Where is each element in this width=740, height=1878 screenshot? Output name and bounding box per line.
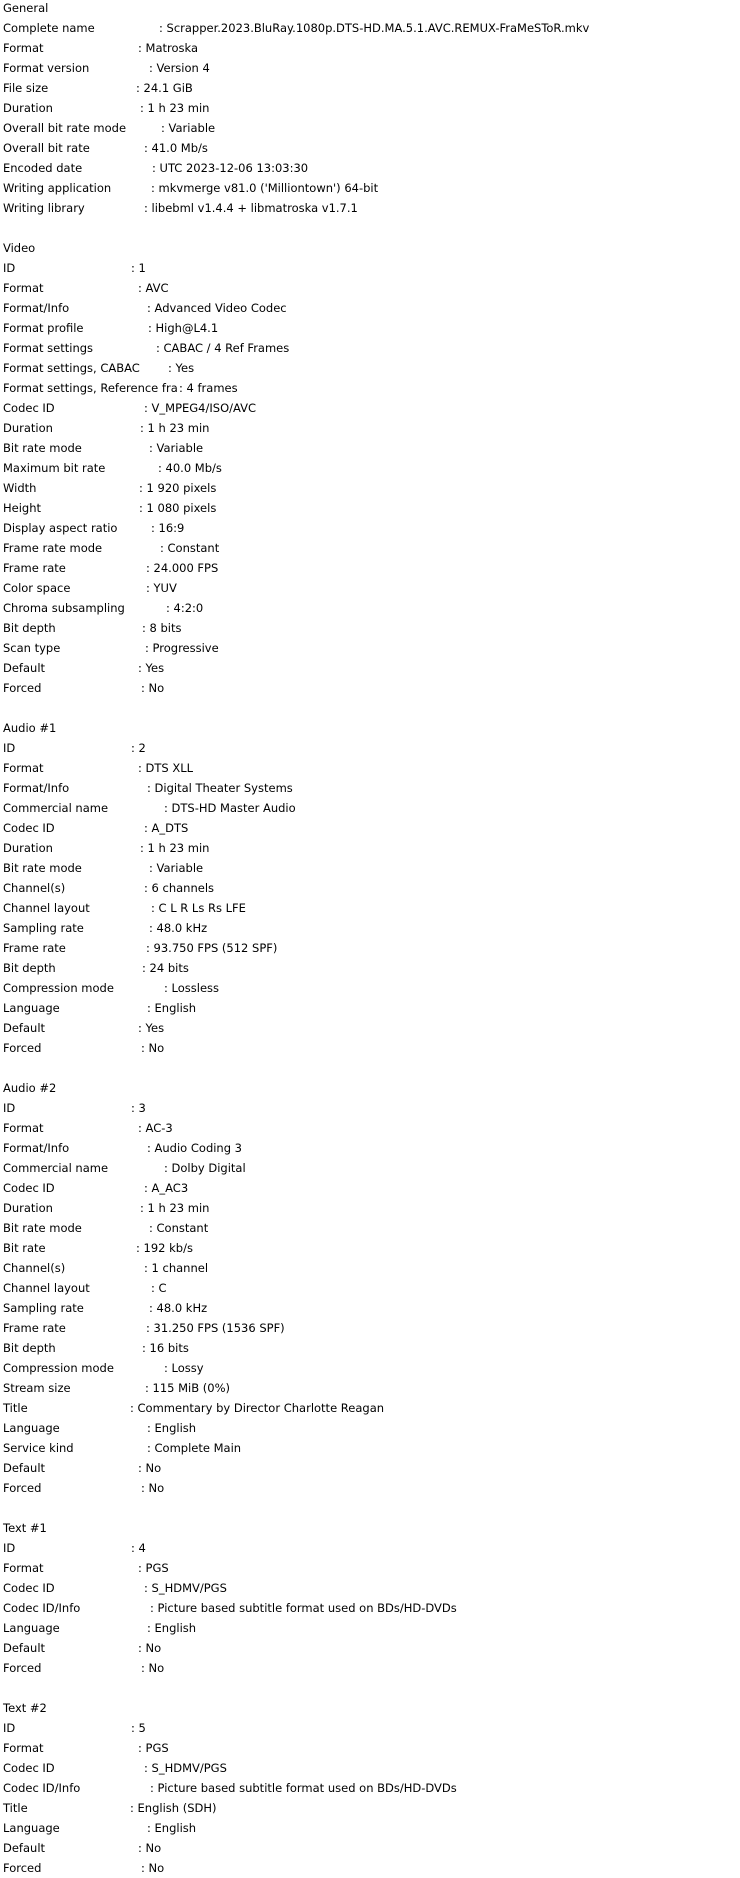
info-label: Overall bit rate mode: [3, 121, 127, 135]
info-value: : S_HDMV/PGS: [144, 1581, 227, 1595]
info-row-format: [3, 1558, 738, 1578]
info-row-format: [3, 758, 738, 778]
info-row-bit-depth: [3, 958, 738, 978]
info-row-codec-id: [3, 1178, 738, 1198]
info-value: : 5: [131, 1721, 146, 1735]
info-label: Default: [3, 1461, 46, 1475]
info-row-sampling-rate: [3, 918, 738, 938]
info-row-codec-id-info: [3, 1778, 738, 1798]
info-label: ID: [3, 1721, 16, 1735]
info-row-frame-rate: [3, 1318, 738, 1338]
info-value: : 3: [131, 1101, 146, 1115]
info-value: : 1 920 pixels: [139, 481, 217, 495]
info-row-overall-bit-rate: [3, 138, 738, 158]
info-row-id: [3, 738, 738, 758]
info-row-duration: [3, 838, 738, 858]
info-value: : English: [147, 1421, 197, 1435]
info-value: : Matroska: [138, 41, 199, 55]
info-label: Color space: [3, 581, 71, 595]
info-label: Duration: [3, 421, 53, 435]
info-row-format-settings: [3, 338, 738, 358]
info-label: Overall bit rate: [3, 141, 90, 155]
info-row-frame-rate-mode: [3, 538, 738, 558]
info-label: Sampling rate: [3, 921, 84, 935]
info-row-forced: [3, 1038, 738, 1058]
info-value: : CABAC / 4 Ref Frames: [156, 341, 290, 355]
info-row-forced: [3, 1478, 738, 1498]
info-value: : Variable: [161, 121, 216, 135]
info-row-bit-rate: [3, 1238, 738, 1258]
info-label: Codec ID: [3, 821, 55, 835]
info-value: : 4:2:0: [166, 601, 204, 615]
info-value: : Digital Theater Systems: [147, 781, 293, 795]
info-value: : 4: [131, 1541, 146, 1555]
info-row-color-space: [3, 578, 738, 598]
info-label: Scan type: [3, 641, 61, 655]
info-label: Format settings: [3, 341, 94, 355]
info-value: : English: [147, 1001, 197, 1015]
info-value: : No: [141, 681, 165, 695]
info-value: : 31.250 FPS (1536 SPF): [146, 1321, 285, 1335]
info-label: Format: [3, 761, 44, 775]
info-value: : 6 channels: [144, 881, 214, 895]
info-row-format-settings-cabac: [3, 358, 738, 378]
info-row-duration: [3, 418, 738, 438]
info-label: Bit depth: [3, 1341, 56, 1355]
info-label: Forced: [3, 1481, 42, 1495]
info-label: Frame rate: [3, 561, 66, 575]
info-label: File size: [3, 81, 49, 95]
section-title-audio-1: Audio #1: [3, 721, 57, 735]
info-value: : A_AC3: [144, 1181, 189, 1195]
info-row-maximum-bit-rate: [3, 458, 738, 478]
info-row-format: [3, 38, 738, 58]
info-value: : Yes: [168, 361, 195, 375]
info-value: : Variable: [149, 441, 204, 455]
info-value: : DTS XLL: [138, 761, 194, 775]
info-row-writing-application: [3, 178, 738, 198]
info-label: Bit rate mode: [3, 1221, 82, 1235]
info-value: : High@L4.1: [148, 321, 219, 335]
info-row-codec-id: [3, 1578, 738, 1598]
info-value: : Picture based subtitle format used on BDs/HD-DVDs: [150, 1781, 457, 1795]
info-value: : No: [141, 1661, 165, 1675]
info-label: Format/Info: [3, 781, 70, 795]
info-label: Format: [3, 1121, 44, 1135]
mediainfo-document: [3, 0, 738, 1878]
info-row-format-info: [3, 778, 738, 798]
info-value: : 41.0 Mb/s: [144, 141, 208, 155]
info-value: : 1 channel: [144, 1261, 209, 1275]
info-label: Commercial name: [3, 801, 109, 815]
info-value: : No: [138, 1641, 162, 1655]
info-value: : English (SDH): [130, 1801, 217, 1815]
info-row-display-aspect-ratio: [3, 518, 738, 538]
info-value: : mkvmerge v81.0 ('Milliontown') 64-bit: [151, 181, 379, 195]
info-row-title: [3, 1398, 738, 1418]
info-row-complete-name: [3, 18, 738, 38]
info-row-language: [3, 1418, 738, 1438]
info-value: : 48.0 kHz: [149, 921, 208, 935]
info-label: Service kind: [3, 1441, 74, 1455]
info-row-title: [3, 1798, 738, 1818]
info-label: Chroma subsampling: [3, 601, 125, 615]
info-value: : Version 4: [149, 61, 210, 75]
info-row-default: [3, 1018, 738, 1038]
info-label: Codec ID: [3, 1181, 55, 1195]
info-row-bit-rate-mode: [3, 1218, 738, 1238]
info-value: : English: [147, 1821, 197, 1835]
info-value: : No: [141, 1041, 165, 1055]
info-label: Complete name: [3, 21, 95, 35]
info-row-format: [3, 278, 738, 298]
info-label: Commercial name: [3, 1161, 109, 1175]
info-label: Stream size: [3, 1381, 71, 1395]
info-value: : No: [138, 1841, 162, 1855]
info-label: ID: [3, 261, 16, 275]
info-value: : 16 bits: [142, 1341, 189, 1355]
info-row-duration: [3, 98, 738, 118]
info-value: : 1 h 23 min: [140, 1201, 210, 1215]
info-label: Format: [3, 1741, 44, 1755]
info-row-channel-layout: [3, 898, 738, 918]
info-row-forced: [3, 678, 738, 698]
info-value: : Picture based subtitle format used on BDs/HD-DVDs: [150, 1601, 457, 1615]
info-value: : 115 MiB (0%): [145, 1381, 231, 1395]
info-label: Sampling rate: [3, 1301, 84, 1315]
info-row-bit-rate-mode: [3, 858, 738, 878]
info-label: Default: [3, 1641, 46, 1655]
info-value: : No: [141, 1861, 165, 1875]
info-value: : 1 080 pixels: [139, 501, 217, 515]
info-label: Compression mode: [3, 1361, 114, 1375]
info-row-format-version: [3, 58, 738, 78]
info-row-id: [3, 1098, 738, 1118]
info-row-codec-id: [3, 818, 738, 838]
info-row-codec-id: [3, 398, 738, 418]
info-row-language: [3, 1618, 738, 1638]
info-row-sampling-rate: [3, 1298, 738, 1318]
info-value: : No: [138, 1461, 162, 1475]
info-value: : 93.750 FPS (512 SPF): [146, 941, 278, 955]
info-value: : AC-3: [138, 1121, 173, 1135]
info-row-format-profile: [3, 318, 738, 338]
info-label: Height: [3, 501, 42, 515]
info-label: Frame rate: [3, 941, 66, 955]
info-value: : Yes: [138, 661, 165, 675]
info-row-frame-rate: [3, 558, 738, 578]
info-row-overall-bit-rate-mode: [3, 118, 738, 138]
info-value: : Scrapper.2023.BluRay.1080p.DTS-HD.MA.5.1.AVC.REMUX-FraMeSToR.mkv: [159, 21, 590, 35]
section-spacer: [3, 218, 738, 238]
section-title-audio-2: Audio #2: [3, 1081, 57, 1095]
info-label: Format/Info: [3, 301, 70, 315]
info-label: Maximum bit rate: [3, 461, 106, 475]
info-value: : C L R Ls Rs LFE: [151, 901, 246, 915]
info-label: ID: [3, 1101, 16, 1115]
info-row-bit-depth: [3, 618, 738, 638]
info-row-writing-library: [3, 198, 738, 218]
info-row-id: [3, 1538, 738, 1558]
info-value: : S_HDMV/PGS: [144, 1761, 227, 1775]
info-value: : English: [147, 1621, 197, 1635]
info-row-language: [3, 1818, 738, 1838]
info-row-bit-rate-mode: [3, 438, 738, 458]
info-value: : 48.0 kHz: [149, 1301, 208, 1315]
info-value: : 2: [131, 741, 146, 755]
info-label: Default: [3, 661, 46, 675]
info-row-stream-size: [3, 1378, 738, 1398]
section-spacer: [3, 1678, 738, 1698]
info-row-channel-s: [3, 1258, 738, 1278]
info-label: Format version: [3, 61, 90, 75]
info-label: Codec ID: [3, 1581, 55, 1595]
info-label: Forced: [3, 1661, 42, 1675]
info-value: : 192 kb/s: [136, 1241, 193, 1255]
info-value: : 4 frames: [179, 381, 238, 395]
info-value: : No: [141, 1481, 165, 1495]
info-label: Channel(s): [3, 881, 66, 895]
info-label: Channel layout: [3, 901, 90, 915]
section-title-text-1: Text #1: [3, 1521, 47, 1535]
info-label: Duration: [3, 841, 53, 855]
info-label: ID: [3, 741, 16, 755]
info-value: : 16:9: [151, 521, 185, 535]
info-row-commercial-name: [3, 798, 738, 818]
info-row-codec-id-info: [3, 1598, 738, 1618]
info-label: Default: [3, 1841, 46, 1855]
info-value: : Constant: [149, 1221, 209, 1235]
info-row-duration: [3, 1198, 738, 1218]
info-label: Format settings, Reference fra: [3, 381, 178, 395]
info-row-default: [3, 1838, 738, 1858]
info-value: : Progressive: [145, 641, 219, 655]
info-value: : 1 h 23 min: [140, 421, 210, 435]
info-row-format: [3, 1118, 738, 1138]
info-value: : Commentary by Director Charlotte Reagan: [130, 1401, 385, 1415]
info-label: Bit depth: [3, 621, 56, 635]
info-value: : AVC: [138, 281, 169, 295]
info-row-commercial-name: [3, 1158, 738, 1178]
info-label: Codec ID/Info: [3, 1781, 81, 1795]
info-label: Duration: [3, 1201, 53, 1215]
info-label: Format: [3, 281, 44, 295]
info-value: : 24.000 FPS: [146, 561, 219, 575]
info-label: Language: [3, 1421, 60, 1435]
info-label: Channel(s): [3, 1261, 66, 1275]
info-row-file-size: [3, 78, 738, 98]
info-value: : 1 h 23 min: [140, 841, 210, 855]
info-label: Format settings, CABAC: [3, 361, 140, 375]
info-row-bit-depth: [3, 1338, 738, 1358]
info-value: : Variable: [149, 861, 204, 875]
info-value: : PGS: [138, 1561, 169, 1575]
info-value: : 24 bits: [142, 961, 189, 975]
info-label: Bit rate mode: [3, 861, 82, 875]
info-row-channel-s: [3, 878, 738, 898]
info-row-forced: [3, 1658, 738, 1678]
info-label: Language: [3, 1001, 60, 1015]
info-value: : YUV: [146, 581, 177, 595]
info-label: Width: [3, 481, 37, 495]
info-value: : PGS: [138, 1741, 169, 1755]
info-row-id: [3, 258, 738, 278]
info-value: : DTS-HD Master Audio: [164, 801, 296, 815]
section-spacer: [3, 1058, 738, 1078]
info-value: : Yes: [138, 1021, 165, 1035]
info-label: Codec ID: [3, 401, 55, 415]
info-value: : libebml v1.4.4 + libmatroska v1.7.1: [144, 201, 358, 215]
info-row-frame-rate: [3, 938, 738, 958]
info-value: : Advanced Video Codec: [147, 301, 287, 315]
info-label: Title: [3, 1801, 28, 1815]
info-label: ID: [3, 1541, 16, 1555]
info-label: Duration: [3, 101, 53, 115]
info-row-default: [3, 1638, 738, 1658]
info-label: Channel layout: [3, 1281, 90, 1295]
info-label: Forced: [3, 1861, 42, 1875]
info-value: : Constant: [160, 541, 220, 555]
info-row-default: [3, 658, 738, 678]
info-value: : 1 h 23 min: [140, 101, 210, 115]
info-value: : Dolby Digital: [164, 1161, 246, 1175]
info-row-default: [3, 1458, 738, 1478]
info-label: Display aspect ratio: [3, 521, 118, 535]
info-row-height: [3, 498, 738, 518]
info-label: Bit rate mode: [3, 441, 82, 455]
info-label: Codec ID/Info: [3, 1601, 81, 1615]
info-label: Format: [3, 41, 44, 55]
info-label: Writing library: [3, 201, 85, 215]
info-label: Frame rate: [3, 1321, 66, 1335]
info-label: Encoded date: [3, 161, 83, 175]
info-value: : Lossy: [164, 1361, 204, 1375]
info-value: : V_MPEG4/ISO/AVC: [144, 401, 257, 415]
info-label: Format: [3, 1561, 44, 1575]
info-value: : 40.0 Mb/s: [158, 461, 222, 475]
info-row-width: [3, 478, 738, 498]
section-spacer: [3, 698, 738, 718]
info-label: Format profile: [3, 321, 84, 335]
section-title-text-2: Text #2: [3, 1701, 47, 1715]
info-label: Default: [3, 1021, 46, 1035]
info-row-scan-type: [3, 638, 738, 658]
info-value: : C: [151, 1281, 167, 1295]
info-value: : 8 bits: [142, 621, 182, 635]
info-row-forced: [3, 1858, 738, 1878]
info-row-chroma-subsampling: [3, 598, 738, 618]
info-label: Codec ID: [3, 1761, 55, 1775]
info-row-codec-id: [3, 1758, 738, 1778]
section-title-general: General: [3, 1, 49, 15]
section-title-video: Video: [3, 241, 36, 255]
info-label: Forced: [3, 1041, 42, 1055]
info-row-compression-mode: [3, 1358, 738, 1378]
info-value: : Lossless: [164, 981, 220, 995]
info-row-channel-layout: [3, 1278, 738, 1298]
section-spacer: [3, 1498, 738, 1518]
info-value: : A_DTS: [144, 821, 189, 835]
info-value: : 24.1 GiB: [136, 81, 193, 95]
info-value: : Audio Coding 3: [147, 1141, 242, 1155]
info-label: Compression mode: [3, 981, 114, 995]
info-label: Bit depth: [3, 961, 56, 975]
info-value: : 1: [131, 261, 146, 275]
info-label: Forced: [3, 681, 42, 695]
info-label: Format/Info: [3, 1141, 70, 1155]
info-row-id: [3, 1718, 738, 1738]
info-row-format-info: [3, 298, 738, 318]
info-row-encoded-date: [3, 158, 738, 178]
info-label: Frame rate mode: [3, 541, 103, 555]
info-label: Writing application: [3, 181, 112, 195]
info-row-format: [3, 1738, 738, 1758]
info-label: Bit rate: [3, 1241, 46, 1255]
info-label: Language: [3, 1821, 60, 1835]
info-value: : UTC 2023-12-06 13:03:30: [152, 161, 309, 175]
info-row-format-info: [3, 1138, 738, 1158]
info-label: Title: [3, 1401, 28, 1415]
info-value: : Complete Main: [147, 1441, 242, 1455]
info-row-format-settings-reference-fra: [3, 378, 738, 398]
info-row-compression-mode: [3, 978, 738, 998]
info-row-language: [3, 998, 738, 1018]
info-row-service-kind: [3, 1438, 738, 1458]
info-label: Language: [3, 1621, 60, 1635]
